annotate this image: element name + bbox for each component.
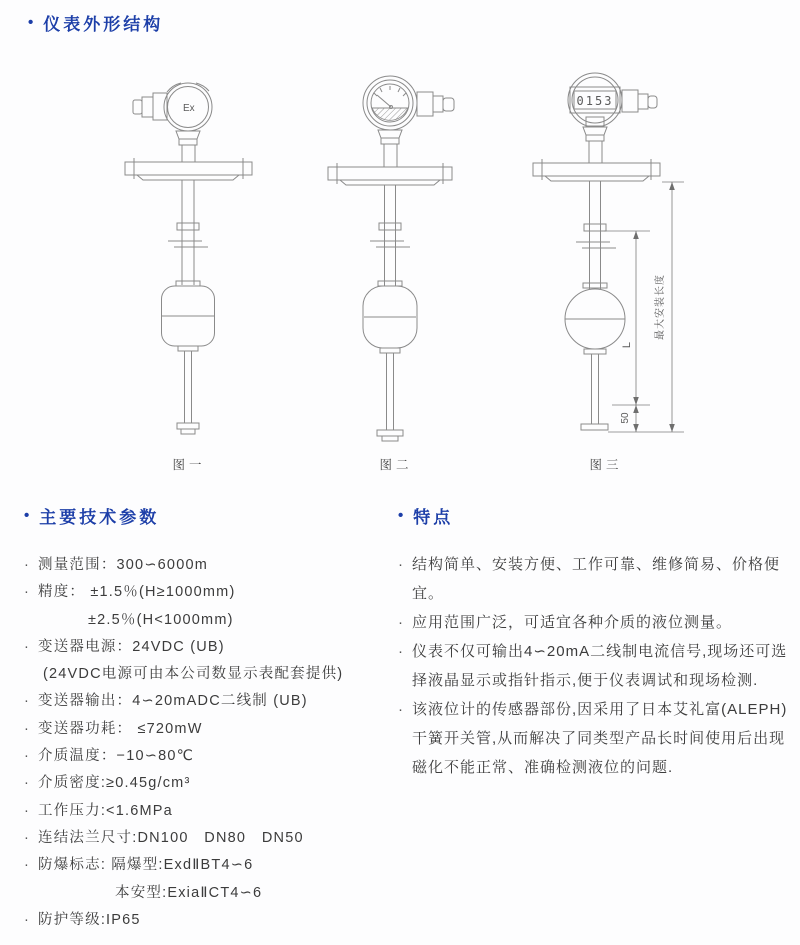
- spec-text: 变送器电源：24VDC (UB): [38, 638, 225, 655]
- figure-1-caption: 图一: [172, 458, 206, 472]
- figure-1-drawing: [125, 83, 252, 434]
- page-title-text: 仪表外形结构: [43, 15, 164, 34]
- feature-text: 结构简单、安装方便、工作可靠、维修简易、价格便宜。: [412, 556, 781, 602]
- figure-2-drawing: [328, 76, 454, 441]
- spec-transmitter-consumption: [24, 716, 394, 743]
- item-bullet-icon: ·: [24, 584, 31, 601]
- fig2-neck: [378, 130, 402, 167]
- spec-text: 测量范围：300∽6000m: [38, 557, 209, 573]
- technical-parameters-heading: [24, 503, 394, 528]
- fig1-head: [164, 83, 212, 131]
- fig2-rod: [377, 353, 403, 441]
- section-technical-parameters: [24, 503, 394, 934]
- fig1-neck: [176, 131, 200, 162]
- fig2-guide-tube: [370, 185, 410, 286]
- spec-text: ±2.5％(H<1000mm): [88, 611, 234, 628]
- technical-parameters-heading-text: 主要技术参数: [39, 508, 160, 527]
- feature-item: [398, 695, 792, 782]
- spec-text: 介质密度:≥0.45g/cm³: [38, 775, 191, 792]
- features-heading-text: 特点: [413, 508, 454, 527]
- spec-text: 精度： ±1.5％(H≥1000mm): [38, 584, 236, 601]
- item-bullet-icon: ·: [24, 911, 31, 928]
- dim-label-50: 50: [620, 412, 631, 424]
- spec-medium-temperature: [24, 743, 394, 770]
- fig3-float: [565, 283, 625, 354]
- fig3-cable-gland: [622, 90, 657, 112]
- fig3-flange: [533, 159, 660, 181]
- item-bullet-icon: ·: [398, 701, 404, 718]
- fig1-cable-gland: [133, 93, 167, 120]
- spec-text: 本安型:ExiaⅡCT4∽6: [115, 884, 263, 901]
- feature-item: [398, 637, 792, 695]
- item-bullet-icon: ·: [24, 748, 31, 765]
- figure-2-caption: 图二: [379, 458, 413, 472]
- spec-accuracy-cont: [24, 607, 394, 634]
- spec-text: 防护等级:IP65: [38, 911, 141, 928]
- spec-medium-density: [24, 770, 394, 797]
- feature-list: [398, 550, 792, 782]
- spec-transmitter-power: [24, 634, 394, 661]
- spec-protection-class: [24, 907, 394, 934]
- item-bullet-icon: ·: [24, 857, 31, 874]
- spec-explosion-proof-mark: [24, 852, 394, 879]
- spec-working-pressure: [24, 798, 394, 825]
- item-bullet-icon: ·: [24, 775, 31, 792]
- spec-measuring-range: [24, 552, 394, 579]
- item-bullet-icon: ·: [398, 643, 404, 660]
- fig3-dimension-lines: [604, 182, 684, 432]
- spec-text: 介质温度：−10∽80℃: [38, 748, 195, 765]
- spec-transmitter-output: [24, 688, 394, 715]
- item-bullet-icon: ·: [24, 829, 31, 846]
- fig1-float: [162, 281, 215, 351]
- feature-text: 应用范围广泛，可适宜各种介质的液位测量。: [412, 614, 733, 631]
- fig3-neck: [583, 127, 607, 163]
- spec-text: 变送器功耗： ≤720mW: [38, 720, 203, 737]
- item-bullet-icon: ·: [24, 638, 31, 655]
- fig1-flange: [125, 158, 252, 180]
- features-heading: [398, 503, 792, 528]
- fig3-lcd-digits: 0153: [576, 94, 614, 108]
- spec-transmitter-power-note: [24, 661, 394, 688]
- fig3-guide-tube: [576, 181, 616, 289]
- spec-flange-size: [24, 825, 394, 852]
- item-bullet-icon: ·: [24, 720, 31, 737]
- spec-text: 连结法兰尺寸:DN100 DN80 DN50: [38, 829, 304, 846]
- item-bullet-icon: ·: [398, 614, 404, 631]
- item-bullet-icon: ·: [24, 557, 31, 573]
- spec-text: 工作压力:<1.6MPa: [38, 802, 173, 819]
- spec-list: [24, 552, 394, 934]
- feature-item: [398, 550, 792, 608]
- fig1-ex-label: Ex: [183, 103, 195, 114]
- section-bullet-icon: •: [24, 507, 30, 524]
- dim-label-L: L: [621, 341, 633, 349]
- figure-3-caption: 图三: [589, 458, 623, 472]
- item-bullet-icon: ·: [398, 556, 404, 573]
- section-bullet-icon: •: [398, 507, 404, 524]
- spec-explosion-proof-mark-cont: [24, 880, 394, 907]
- dim-label-max-install-length: 最大安装长度: [655, 274, 666, 340]
- feature-text: 仪表不仅可输出4∽20mA二线制电流信号,现场还可选择液晶显示或指针指示,便于仪表调试和现场检测.: [412, 643, 788, 689]
- fig1-rod: [177, 351, 199, 434]
- fig2-head: [363, 76, 417, 130]
- item-bullet-icon: ·: [24, 802, 31, 819]
- figure-3-drawing: [533, 73, 684, 432]
- section-bullet-icon: •: [28, 14, 34, 31]
- feature-text: 该液位计的传感器部份,因采用了日本艾礼富(ALEPH)干簧开关管,从而解决了同类型产品长时间使用后出现磁化不能正常、准确检测液位的问题.: [412, 701, 788, 776]
- feature-item: [398, 608, 792, 637]
- spec-text: (24VDC电源可由本公司数显示表配套提供): [43, 666, 344, 683]
- fig2-float: [363, 281, 417, 353]
- spec-accuracy: [24, 579, 394, 606]
- fig1-guide-tube: [168, 180, 208, 285]
- fig2-cable-gland: [417, 92, 454, 116]
- fig2-flange: [328, 163, 452, 185]
- item-bullet-icon: ·: [24, 693, 31, 710]
- spec-text: 变送器输出：4∽20mADC二线制 (UB): [38, 693, 308, 710]
- fig3-rod: [581, 354, 608, 430]
- section-features: [398, 503, 792, 782]
- spec-text: 防爆标志: 隔爆型:ExdⅡBT4∽6: [38, 857, 254, 874]
- fig3-head: [568, 73, 622, 127]
